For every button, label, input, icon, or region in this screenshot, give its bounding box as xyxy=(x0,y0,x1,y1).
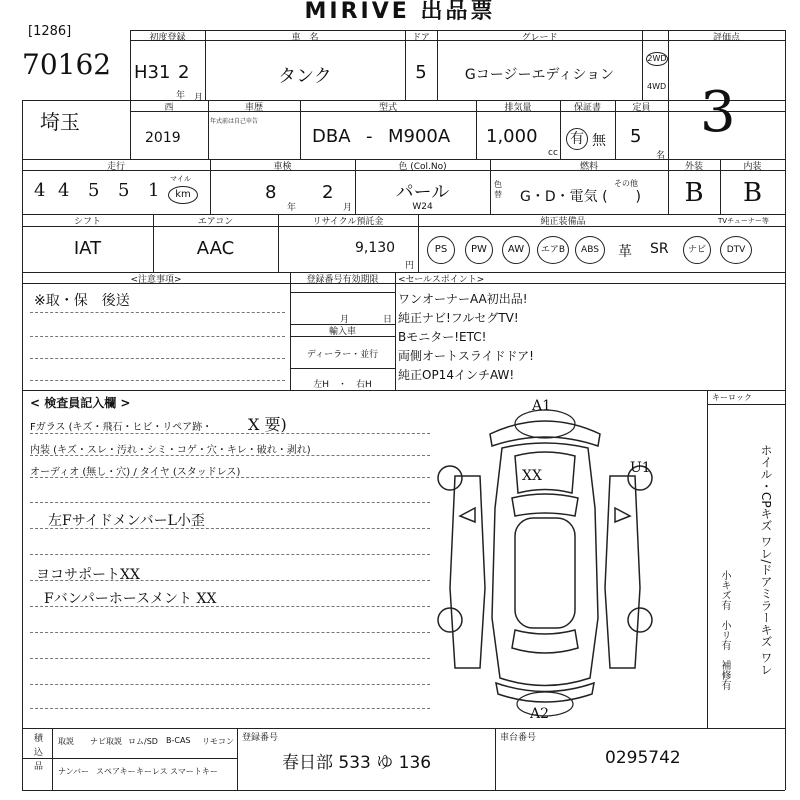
load-item-spare-key: スペアキー xyxy=(96,767,136,776)
sales-point: ワンオーナーAA初出品! xyxy=(398,292,528,306)
inspector-hand-note: 左FサイドメンバーL小歪 xyxy=(48,513,205,529)
inspection-year-unit: 年 xyxy=(287,203,297,213)
capacity-header: 定員 xyxy=(632,103,651,113)
mileage-digit: 4 xyxy=(58,180,70,201)
equip-airbag: エアB xyxy=(537,236,569,264)
displacement: 1,000 xyxy=(486,126,538,147)
load-item-navi-manual: ナビ取説 xyxy=(90,737,122,746)
aircon: AAC xyxy=(196,238,235,259)
load-item-rom: ロム/SD xyxy=(128,737,158,746)
sales-points-list xyxy=(398,290,534,385)
grade: Gコージーエディション xyxy=(464,67,615,83)
lot-box: [1286] xyxy=(28,24,72,39)
seats: 5 xyxy=(630,126,642,147)
reg-month-label: 月 xyxy=(340,315,350,325)
keylock-label: キーロック xyxy=(712,393,752,402)
fuel-header: 燃料 xyxy=(579,162,598,172)
inspector-glass: Fガラス (キズ・飛石・ヒビ・リペア跡・ xyxy=(30,422,213,433)
warranty-yes: 有 xyxy=(566,128,588,150)
sales-points-header: <セールスポイント> xyxy=(398,275,485,285)
inspection-year: 8 xyxy=(265,182,277,203)
first-reg-header: 初度登録 xyxy=(149,33,186,43)
inspector-audio: オーディオ (無し・穴) / タイヤ (スタッドレス) xyxy=(30,467,241,478)
model-year: 2019 xyxy=(145,130,181,146)
rating-header: 評価点 xyxy=(712,33,740,43)
inspection-month: 2 xyxy=(322,182,334,203)
equip-navi: ナビ xyxy=(683,236,711,264)
model-year-header: 車歴 xyxy=(244,103,263,113)
mileage-digit: 4 xyxy=(34,180,48,201)
model-code: M900A xyxy=(388,126,451,147)
sales-point: 純正ナビ!フルセグTV! xyxy=(398,311,519,325)
displacement-header: 排気量 xyxy=(504,103,532,113)
shift: IAT xyxy=(73,238,102,259)
registration-number: 春日部 533 ゆ 136 xyxy=(282,753,432,773)
form-title: MIRIVE 出品票 xyxy=(304,0,496,24)
reg-day-label: 日 xyxy=(383,315,393,325)
exterior-header: 外装 xyxy=(684,162,703,172)
color-no: W24 xyxy=(412,202,433,212)
2wd-option: 2WD xyxy=(646,52,668,66)
sales-point: 純正OP14インチAW! xyxy=(398,368,515,382)
prefecture: 埼玉 xyxy=(40,110,80,134)
load-item-smart-key: スマートキー xyxy=(170,767,218,776)
load-item-bcas: B-CAS xyxy=(166,736,191,745)
handle-side: 左H ・ 右H xyxy=(313,380,372,390)
load-item-keyless: キーレス xyxy=(136,767,168,776)
fuel-other: その他 xyxy=(614,179,638,188)
equip-leather: 革 xyxy=(618,244,632,260)
inspector-hand-note: Fバンパーホースメント XX xyxy=(44,591,217,607)
aircon-header: エアコン xyxy=(197,217,234,227)
load-item-number: ナンバー xyxy=(58,767,90,776)
interior-header: 内装 xyxy=(743,162,762,172)
recycle-header: リサイクル預託金 xyxy=(312,217,384,227)
equip-aw: AW xyxy=(502,236,530,264)
year-unit: 年 xyxy=(176,91,186,101)
month-unit: 月 xyxy=(194,93,204,103)
car-name: タンク xyxy=(278,66,332,87)
cc-unit: cc xyxy=(548,148,558,158)
yen-unit: 円 xyxy=(405,261,415,271)
model-header: 型式 xyxy=(378,103,397,113)
lot-number: 70162 xyxy=(22,48,112,81)
side-legend-col2: 小キズ有 小リ有 補修有 xyxy=(719,570,730,690)
inspector-interior: 内装 (キズ・スレ・汚れ・シミ・コゲ・穴・キレ・破れ・剥れ) xyxy=(30,445,311,456)
mileage-digit: 5 xyxy=(118,180,130,201)
mileage-digit: 5 xyxy=(88,180,100,201)
chassis-label: 車台番号 xyxy=(500,733,537,743)
diagram-mark-a1: A1 xyxy=(532,398,552,414)
mileage-header: 走行 xyxy=(106,162,125,172)
sales-point: 両側オートスライドドア! xyxy=(398,349,534,363)
area-header: 西 xyxy=(164,103,174,113)
load-item-remote: リモコン xyxy=(202,737,234,746)
doors: 5 xyxy=(415,62,427,83)
chassis-number: 0295742 xyxy=(605,748,681,768)
warranty-no: 無 xyxy=(592,133,606,149)
rating-score: 3 xyxy=(700,80,736,145)
mile-unit: マイル xyxy=(170,175,191,183)
model-prefix: DBA xyxy=(312,126,351,147)
grade-header: グレード xyxy=(521,33,558,43)
equip-abs: ABS xyxy=(575,236,605,264)
interior-grade: B xyxy=(742,178,763,208)
seats-unit: 名 xyxy=(656,151,666,161)
car-name-header: 車 名 xyxy=(291,33,319,43)
reg-deadline-header: 登録番号有効期限 xyxy=(306,275,379,285)
color: パール xyxy=(395,182,450,203)
reg-month: 2 xyxy=(178,62,190,83)
inspector-hand-note: ヨコサポートXX xyxy=(36,567,140,583)
inspection-header: 車検 xyxy=(273,162,292,172)
exterior-grade: B xyxy=(684,178,704,208)
color-header: 色 (Col.No) xyxy=(398,162,447,172)
notes-header: <注意事項> xyxy=(130,275,182,285)
equipment-header: 純正装備品 xyxy=(540,217,586,227)
door-header: ドア xyxy=(412,33,430,43)
equip-ps: PS xyxy=(427,236,455,264)
load-items-label: 積込品 xyxy=(34,734,44,772)
load-item-manual: 取説 xyxy=(58,737,74,746)
equip-sr: SR xyxy=(650,241,669,257)
diagram-mark-u1: U1 xyxy=(630,460,651,476)
diagram-mark-xx: XX xyxy=(522,468,542,484)
recycle-fee: 9,130 xyxy=(355,240,396,256)
equip-dtv: DTV xyxy=(720,236,752,264)
inspection-month-unit: 月 xyxy=(343,203,353,213)
tuner-header: TVチューナー等 xyxy=(718,217,769,225)
import-label: 輸入車 xyxy=(328,327,356,337)
mileage-digit: 1 xyxy=(148,180,160,201)
notes-line1: ※取・保 後送 xyxy=(34,293,130,309)
equip-pw: PW xyxy=(465,236,493,264)
car-diagram xyxy=(430,398,660,726)
shift-header: シフト xyxy=(73,217,101,227)
fuel-options: G・D・電気 ( ) xyxy=(520,189,642,205)
model-dash: - xyxy=(366,126,373,147)
inspector-header: < 検査員記入欄 > xyxy=(30,396,131,410)
4wd-option: 4WD xyxy=(647,82,667,91)
diagram-mark-a2: A2 xyxy=(530,706,550,722)
reg-number-label: 登録番号 xyxy=(242,733,279,743)
warranty-header: 保証書 xyxy=(573,103,601,113)
inspector-glass-hand: X 要) xyxy=(248,415,287,434)
km-unit: km xyxy=(168,186,198,204)
side-legend-col1: ホイル・CPキズ ワレ/ドアミラーキズ ワレ xyxy=(759,444,773,676)
model-year-note: 年式前は自己申告 xyxy=(210,118,259,125)
dealer-parallel: ディーラー・並行 xyxy=(306,350,379,360)
reg-era: H31 xyxy=(134,62,171,83)
color-change-label: 色替 xyxy=(494,180,502,199)
sales-point: Bモニター!ETC! xyxy=(398,330,487,344)
